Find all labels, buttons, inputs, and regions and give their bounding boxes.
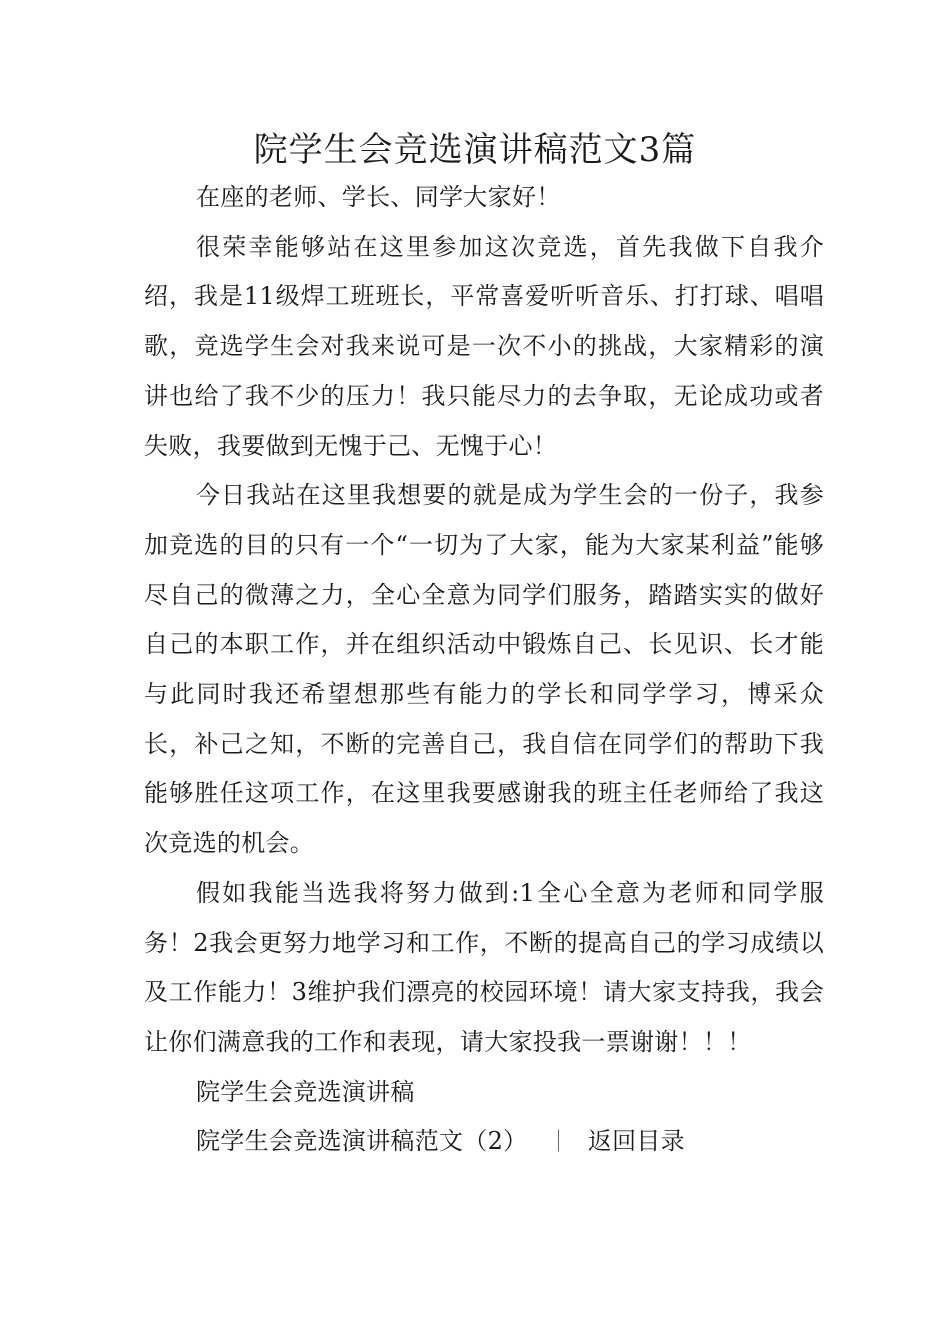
greeting: 在座的老师、学长、同学大家好！ (196, 183, 561, 211)
section-label: 院学生会竞选演讲稿 (196, 1077, 415, 1106)
next-article-link[interactable]: 院学生会竞选演讲稿范文（2） (196, 1127, 528, 1156)
paragraph-3: 假如我能当选我将努力做到:1全心全意为老师和同学服务！2我会更努力地学习和工作，不断的提高自己的学习成绩以及工作能力！3维护我们漂亮的校园环境！请大家支持我，我会让你们满意我的工作和表现，请大家投我一票谢谢！！！ (144, 878, 824, 1056)
document-body (144, 173, 824, 1168)
nav-separator: ｜ (547, 1130, 570, 1156)
article-nav (144, 1117, 824, 1168)
paragraph-2: 今日我站在这里我想要的就是成为学生会的一份子，我参加竞选的目的只有一个“一切为了大家，能为大家某利益”能够尽自己的微薄之力，全心全意为同学们服务，踏踏实实的做好自己的本职工作，并在组织活动中锻炼自己、长见识、长才能与此同时我还希望想那些有能力的学长和同学学习，博采众长，补己之知，不断的完善自己，我自信在同学们的帮助下我能够胜任这项工作，在这里我要感谢我的班主任老师给了我这次竞选的机会。 (144, 481, 824, 858)
document-title: 院学生会竞选演讲稿范文3篇 (253, 130, 697, 170)
paragraph-1: 很荣幸能够站在这里参加这次竞选，首先我做下自我介绍，我是11级焊工班班长，平常喜爱听听音乐、打打球、唱唱歌，竞选学生会对我来说可是一次不小的挑战，大家精彩的演讲也给了我不少的压力！我只能尽力的去争取，无论成功或者失败，我要做到无愧于己、无愧于心！ (144, 232, 824, 460)
back-to-toc-link[interactable]: 返回目录 (587, 1127, 685, 1156)
